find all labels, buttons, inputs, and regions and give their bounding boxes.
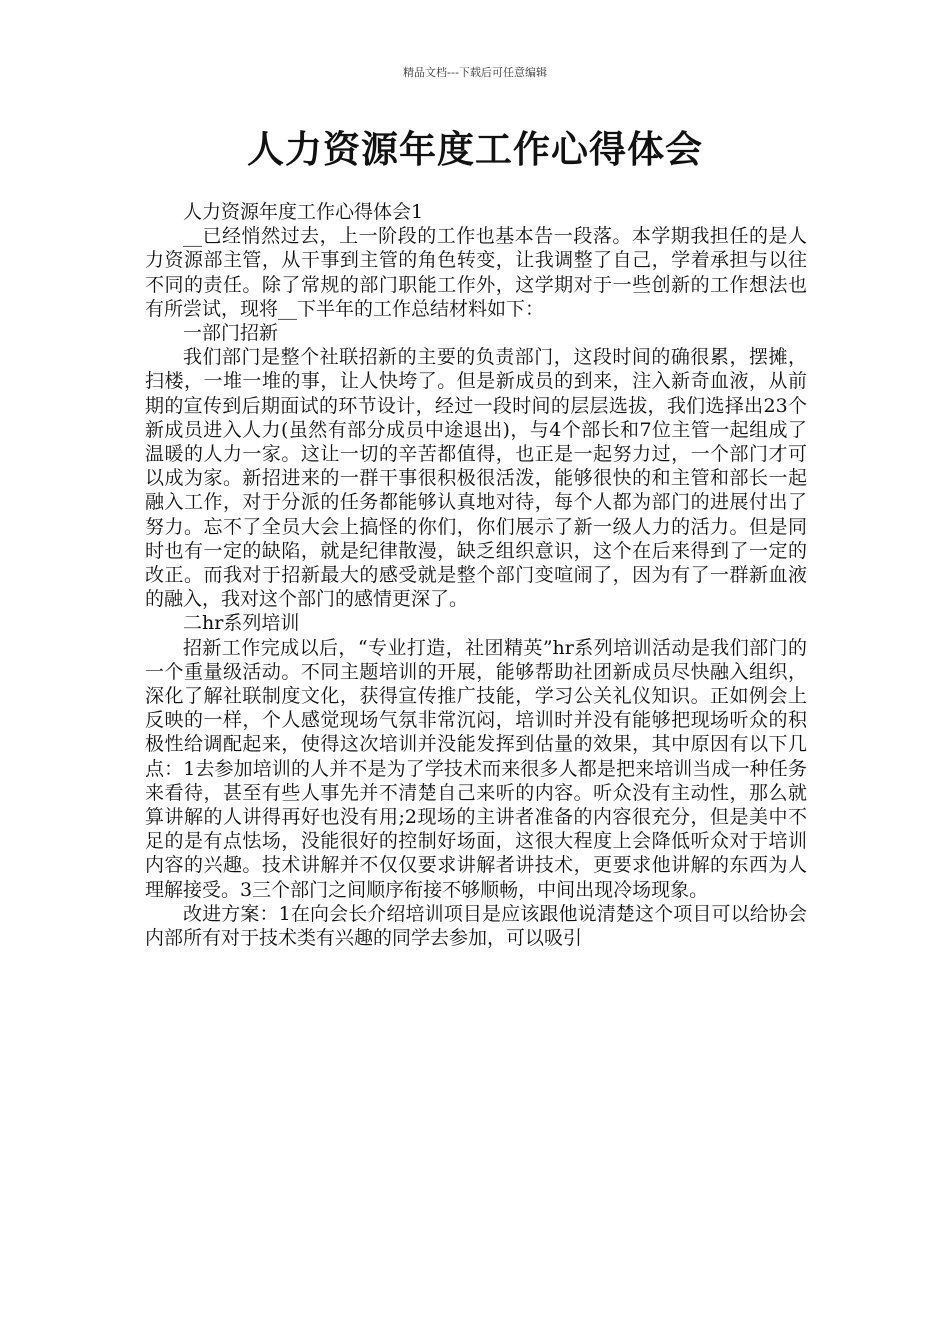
document-body xyxy=(145,200,807,950)
paragraph-improvement-plan: 改进方案：1在向会长介绍培训项目是应该跟他说清楚这个项目可以给协会内部所有对于技术类有兴趣的同学去参加，可以吸引 xyxy=(145,902,807,950)
section-heading-recruitment: 一部门招新 xyxy=(183,322,279,345)
paragraph-hr-training: 招新工作完成以后，“专业打造，社团精英”hr系列培训活动是我们部门的一个重量级活动。不同主题培训的开展，能够帮助社团新成员尽快融入组织，深化了解社联制度文化，获得宣传推广技能，学习公关礼仪知识。正如例会上反映的一样，个人感觉现场气氛非常沉闷，培训时并没有能够把现场听众的积极性给调配起来，使得这次培训并没能发挥到估量的效果，其中原因有以下几点：1去参加培训的人并不是为了学技术而来很多人都是把来培训当成一种任务来看待，甚至有些人事先并不清楚自己来听的内容。听众没有主动性，那么就算讲解的人讲得再好也没有用;2现场的主讲者准备的内容很充分，但是美中不足的是有点怯场，没能很好的控制好场面，这很大程度上会降低听众对于培训内容的兴趣。技术讲解并不仅仅要求讲解者讲技术，更要求他讲解的东西为人理解接受。3三个部门之间顺序衔接不够顺畅，中间出现冷场现象。 xyxy=(145,636,807,901)
section-heading-hr-training: 二hr系列培训 xyxy=(183,612,300,635)
page-header: 精品文档---下载后可任意编辑 xyxy=(403,66,547,79)
document-title: 人力资源年度工作心得体会 xyxy=(247,128,703,171)
paragraph-intro: __已经悄然过去，上一阶段的工作也基本告一段落。本学期我担任的是人力资源部主管，从干事到主管的角色转变，让我调整了自己，学着承担与以往不同的责任。除了常规的部门职能工作外，这学期对于一些创新的工作想法也有所尝试，现将__下半年的工作总结材料如下： xyxy=(145,225,807,320)
paragraph-recruitment: 我们部门是整个社联招新的主要的负责部门，这段时间的确很累，摆摊，扫楼，一堆一堆的事，让人快垮了。但是新成员的到来，注入新奇血液，从前期的宣传到后期面试的环节设计，经过一段时间的层层选拔，我们选择出23个新成员进入人力(虽然有部分成员中途退出)，与4个部长和7位主管一起组成了温暖的人力一家。这让一切的辛苦都值得，也正是一起努力过，一个部门才可以成为家。新招进来的一群干事很积极很活泼，能够很快的和主管和部长一起融入工作，对于分派的任务都能够认真地对待，每个人都为部门的进展付出了努力。忘不了全员大会上搞怪的你们，你们展示了新一级人力的活力。但是同时也有一定的缺陷，就是纪律散漫，缺乏组织意识，这个在后来得到了一定的改正。而我对于招新最大的感受就是整个部门变喧闹了，因为有了一群新血液的融入，我对这个部门的感情更深了。 xyxy=(145,346,807,611)
paragraph-subtitle: 人力资源年度工作心得体会1 xyxy=(183,201,424,223)
